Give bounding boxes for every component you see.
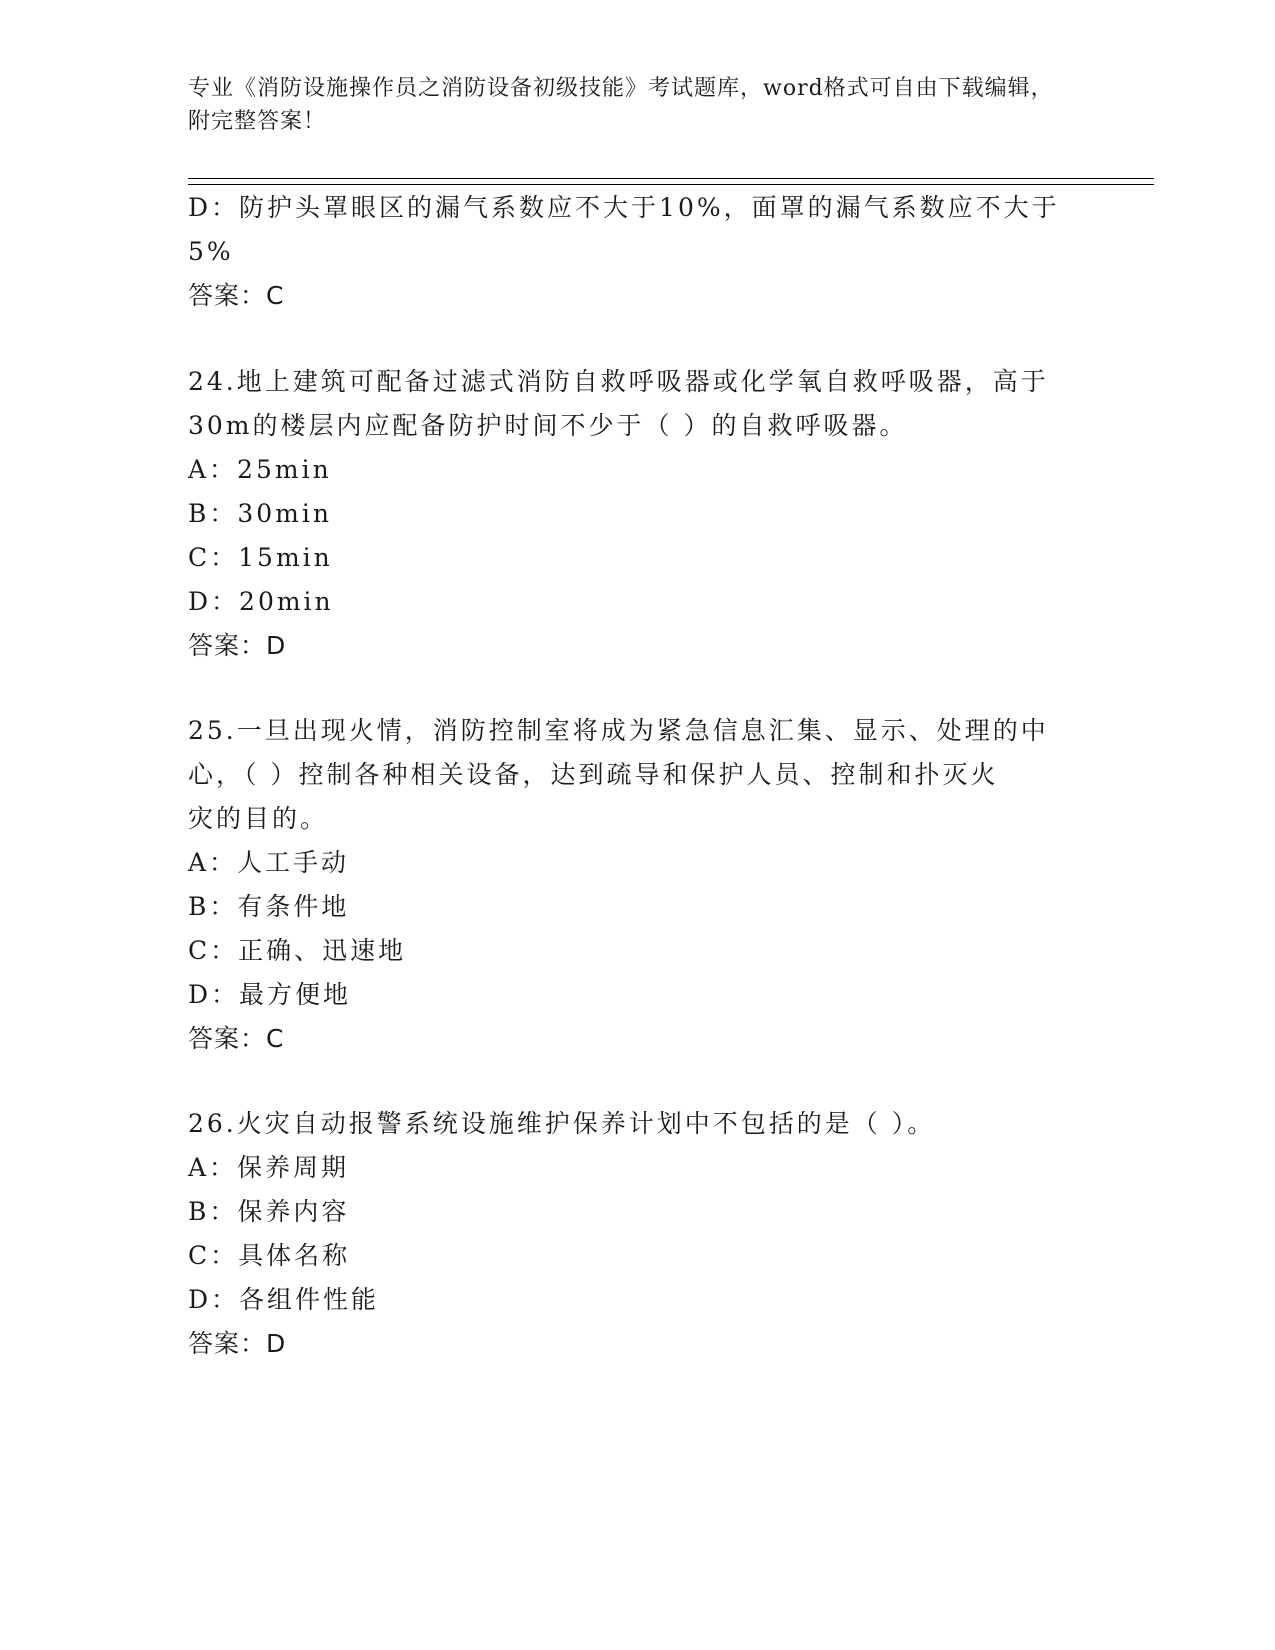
header-divider-top [188,178,1154,179]
header-divider-bottom [188,184,1154,185]
q25-stem-line2: 心，（ ）控制各种相关设备，达到疏导和保护人员、控制和扑灭火 [188,760,999,789]
prev-answer: 答案：C [188,281,285,310]
q25-stem-line3: 灾的目的。 [188,804,329,833]
q26-stem-line1: 26.火灾自动报警系统设施维护保养计划中不包括的是（ ）。 [188,1109,936,1138]
q26-option-d: D：各组件性能 [188,1285,380,1314]
q25-stem-line1: 25.一旦出现火情，消防控制室将成为紧急信息汇集、显示、处理的中 [188,716,1049,745]
q25-option-a: A：人工手动 [188,848,350,877]
q24-option-b: B：30min [188,499,332,528]
q24-option-c: C：15min [188,543,333,572]
q24-answer: 答案：D [188,631,287,660]
q25-option-b: B：有条件地 [188,892,350,921]
q24-stem-line2: 30m的楼层内应配备防护时间不少于（ ）的自救呼吸器。 [188,411,908,440]
q24-option-a: A：25min [188,455,332,484]
prev-option-d-line1: D：防护头罩眼区的漏气系数应不大于10%，面罩的漏气系数应不大于 [188,193,1060,222]
q26-option-c: C：具体名称 [188,1241,351,1270]
prev-option-d-line2: 5% [188,237,234,266]
q25-option-d: D：最方便地 [188,980,352,1009]
q26-option-a: A：保养周期 [188,1153,350,1182]
q25-option-c: C：正确、迅速地 [188,936,407,965]
q24-option-d: D：20min [188,587,334,616]
q24-stem-line1: 24.地上建筑可配备过滤式消防自救呼吸器或化学氧自救呼吸器，高于 [188,367,1049,396]
q26-answer: 答案：D [188,1329,287,1358]
q26-option-b: B：保养内容 [188,1197,350,1226]
q25-answer: 答案：C [188,1024,285,1053]
document-header: 专业《消防设施操作员之消防设备初级技能》考试题库，word格式可自由下载编辑，附完整答案！ [188,76,1054,134]
